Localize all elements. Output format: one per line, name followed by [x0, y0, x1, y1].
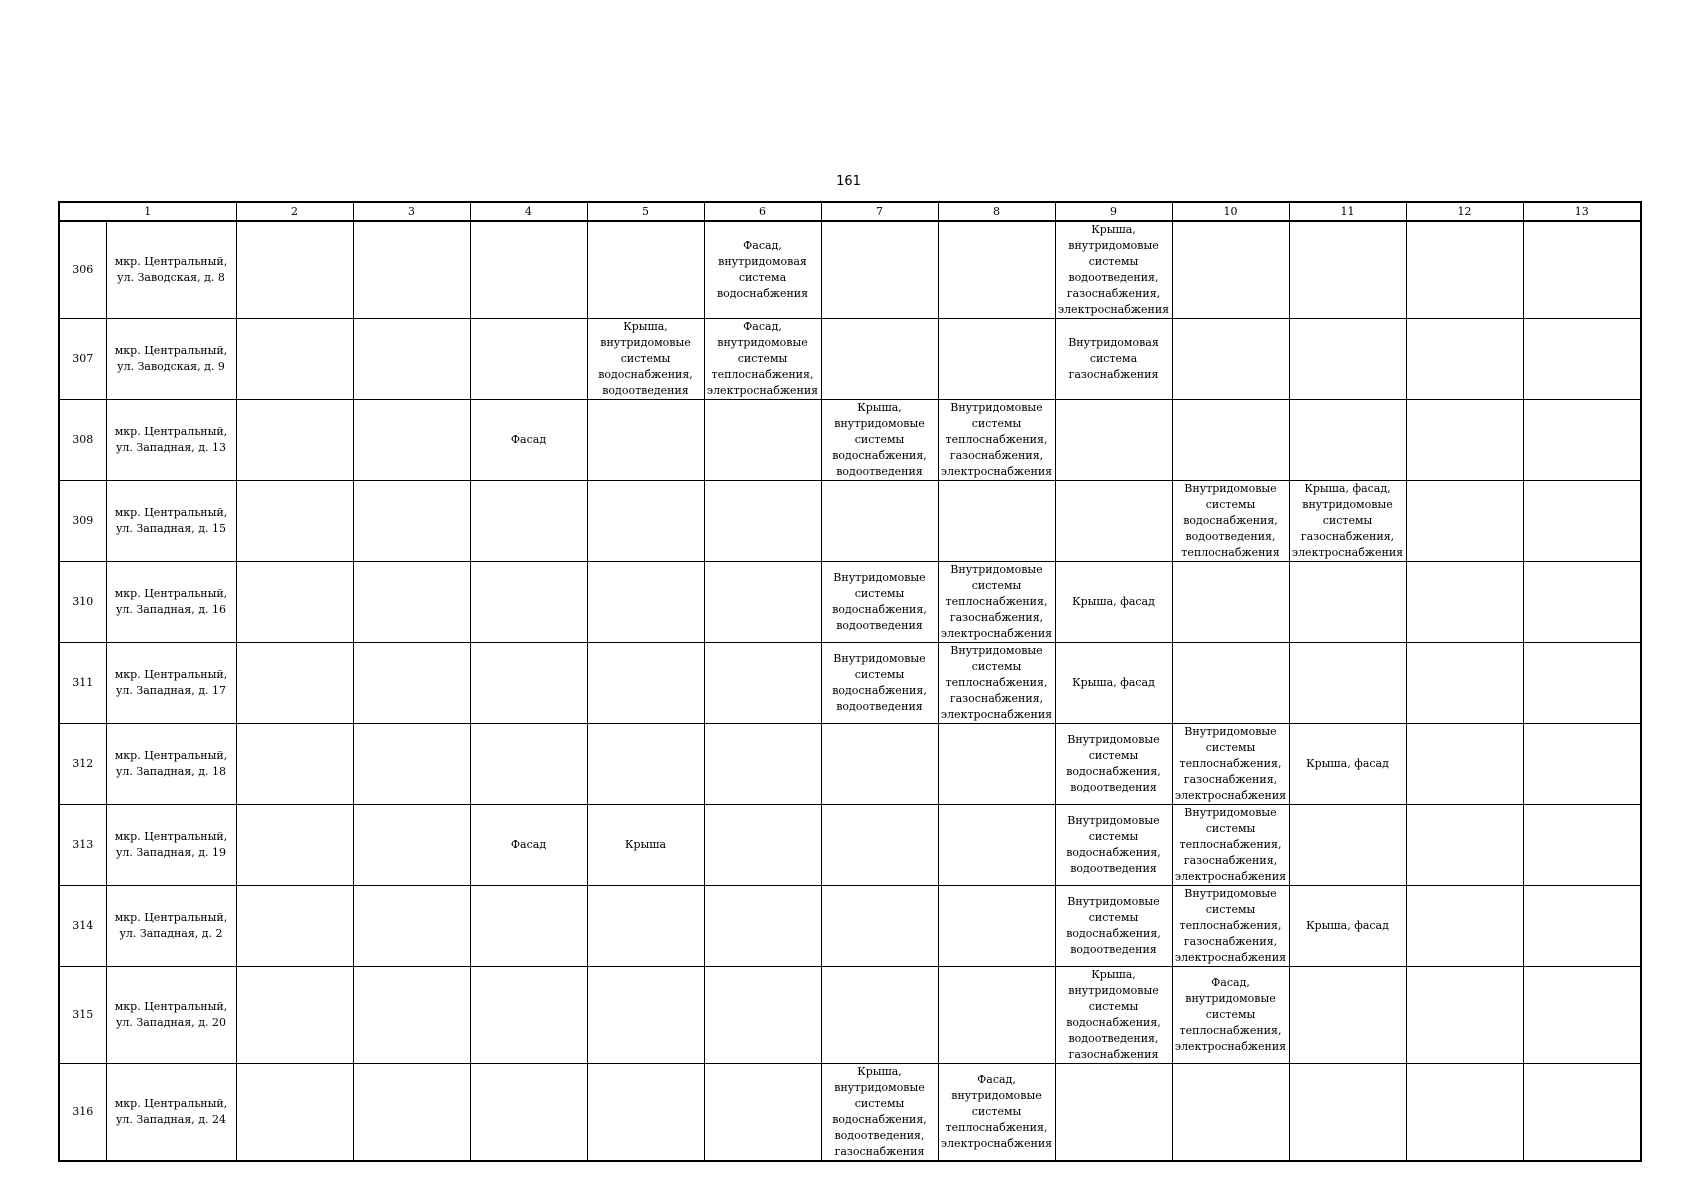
work-cell — [353, 481, 470, 562]
work-cell — [704, 643, 821, 724]
work-cell — [1406, 562, 1523, 643]
table-row — [59, 319, 1641, 400]
work-cell — [821, 805, 938, 886]
work-cell — [1172, 643, 1289, 724]
work-cell: Фасад, внутридомовые системы теплоснабжения, электроснабжения — [938, 1064, 1055, 1162]
row-number-cell: 310 — [59, 562, 106, 643]
work-cell — [1523, 1064, 1641, 1162]
work-cell — [1055, 400, 1172, 481]
address-cell: мкр. Центральный, ул. Западная, д. 2 — [106, 886, 236, 967]
work-cell — [938, 724, 1055, 805]
work-cell — [1289, 643, 1406, 724]
column-header: 6 — [704, 202, 821, 221]
work-cell — [236, 1064, 353, 1162]
work-cell: Внутридомовые системы водоснабжения, водоотведения — [1055, 805, 1172, 886]
work-cell — [1523, 643, 1641, 724]
work-cell — [1172, 221, 1289, 319]
work-cell: Внутридомовые системы водоснабжения, водоотведения — [1055, 724, 1172, 805]
work-cell — [1406, 1064, 1523, 1162]
work-cell — [1406, 643, 1523, 724]
work-cell — [1172, 400, 1289, 481]
work-cell — [587, 967, 704, 1064]
work-cell — [1523, 724, 1641, 805]
work-cell — [1289, 400, 1406, 481]
column-header: 7 — [821, 202, 938, 221]
row-number-cell: 309 — [59, 481, 106, 562]
work-cell — [1406, 967, 1523, 1064]
work-cell — [470, 886, 587, 967]
work-cell — [587, 886, 704, 967]
row-number-cell: 308 — [59, 400, 106, 481]
address-cell: мкр. Центральный, ул. Западная, д. 19 — [106, 805, 236, 886]
table-row — [59, 967, 1641, 1064]
work-cell — [704, 400, 821, 481]
row-number-cell: 313 — [59, 805, 106, 886]
table-row — [59, 886, 1641, 967]
work-cell — [1406, 805, 1523, 886]
work-cell — [1523, 805, 1641, 886]
address-cell: мкр. Центральный, ул. Западная, д. 17 — [106, 643, 236, 724]
work-cell — [353, 221, 470, 319]
work-cell — [1289, 805, 1406, 886]
work-cell — [704, 805, 821, 886]
row-number-cell: 315 — [59, 967, 106, 1064]
address-cell: мкр. Центральный, ул. Заводская, д. 8 — [106, 221, 236, 319]
work-cell — [470, 481, 587, 562]
work-cell — [1523, 562, 1641, 643]
work-cell: Фасад — [470, 805, 587, 886]
work-cell — [1523, 221, 1641, 319]
work-cell — [353, 400, 470, 481]
row-number-cell: 314 — [59, 886, 106, 967]
work-cell: Крыша, внутридомовые системы водоснабжения, водоотведения, газоснабжения — [1055, 967, 1172, 1064]
work-cell — [938, 886, 1055, 967]
work-cell: Внутридомовые системы водоснабжения, водоотведения, теплоснабжения — [1172, 481, 1289, 562]
work-cell — [704, 481, 821, 562]
work-cell: Крыша, фасад, внутридомовые системы газоснабжения, электроснабжения — [1289, 481, 1406, 562]
work-cell: Крыша, фасад — [1055, 562, 1172, 643]
address-cell: мкр. Центральный, ул. Западная, д. 20 — [106, 967, 236, 1064]
work-cell — [470, 562, 587, 643]
work-cell — [1406, 319, 1523, 400]
work-cell: Внутридомовые системы водоснабжения, водоотведения — [821, 643, 938, 724]
work-cell: Фасад, внутридомовые системы теплоснабжения, электроснабжения — [704, 319, 821, 400]
work-cell — [1172, 562, 1289, 643]
work-cell — [236, 481, 353, 562]
address-cell: мкр. Центральный, ул. Западная, д. 15 — [106, 481, 236, 562]
work-cell — [353, 319, 470, 400]
work-cell — [1289, 221, 1406, 319]
work-cell — [353, 643, 470, 724]
work-cell — [1523, 967, 1641, 1064]
work-cell — [1289, 562, 1406, 643]
work-cell — [1289, 967, 1406, 1064]
work-cell — [704, 886, 821, 967]
work-cell — [1523, 400, 1641, 481]
work-cell — [704, 562, 821, 643]
work-cell — [587, 1064, 704, 1162]
work-cell — [938, 319, 1055, 400]
work-cell: Крыша, внутридомовые системы водоснабжения, водоотведения, газоснабжения — [821, 1064, 938, 1162]
work-cell — [353, 1064, 470, 1162]
table-row — [59, 805, 1641, 886]
work-cell — [1172, 1064, 1289, 1162]
work-cell: Фасад, внутридомовая система водоснабжения — [704, 221, 821, 319]
table-row — [59, 724, 1641, 805]
address-cell: мкр. Центральный, ул. Западная, д. 24 — [106, 1064, 236, 1162]
table-row — [59, 562, 1641, 643]
work-cell — [704, 1064, 821, 1162]
column-header: 11 — [1289, 202, 1406, 221]
address-cell: мкр. Центральный, ул. Западная, д. 18 — [106, 724, 236, 805]
column-header: 13 — [1523, 202, 1641, 221]
work-cell — [587, 562, 704, 643]
work-cell: Внутридомовые системы водоснабжения, водоотведения — [1055, 886, 1172, 967]
work-cell — [587, 724, 704, 805]
repair-schedule-table — [58, 201, 1642, 1162]
work-cell — [821, 221, 938, 319]
work-cell: Крыша, фасад — [1289, 886, 1406, 967]
work-cell — [1289, 1064, 1406, 1162]
work-cell: Внутридомовые системы теплоснабжения, газоснабжения, электроснабжения — [938, 400, 1055, 481]
work-cell: Крыша, внутридомовые системы водоотведения, газоснабжения, электроснабжения — [1055, 221, 1172, 319]
row-number-cell: 306 — [59, 221, 106, 319]
table-row — [59, 643, 1641, 724]
column-header: 12 — [1406, 202, 1523, 221]
work-cell — [353, 967, 470, 1064]
table-body — [59, 221, 1641, 1161]
work-cell — [821, 319, 938, 400]
row-number-cell: 307 — [59, 319, 106, 400]
work-cell — [1406, 481, 1523, 562]
table-row — [59, 400, 1641, 481]
work-cell — [470, 967, 587, 1064]
work-cell — [704, 724, 821, 805]
column-header: 9 — [1055, 202, 1172, 221]
work-cell: Внутридомовая система газоснабжения — [1055, 319, 1172, 400]
row-number-cell: 311 — [59, 643, 106, 724]
column-header: 2 — [236, 202, 353, 221]
column-number-row — [59, 202, 1641, 221]
work-cell — [1172, 319, 1289, 400]
work-cell — [704, 967, 821, 1064]
work-cell — [470, 724, 587, 805]
work-cell — [1289, 319, 1406, 400]
work-cell — [470, 319, 587, 400]
work-cell — [587, 221, 704, 319]
work-cell — [236, 643, 353, 724]
work-cell — [1523, 886, 1641, 967]
row-number-cell: 312 — [59, 724, 106, 805]
work-cell — [236, 967, 353, 1064]
work-cell: Внутридомовые системы теплоснабжения, газоснабжения, электроснабжения — [938, 562, 1055, 643]
work-cell — [353, 886, 470, 967]
work-cell — [587, 400, 704, 481]
work-cell — [587, 643, 704, 724]
work-cell — [470, 643, 587, 724]
work-cell — [236, 319, 353, 400]
work-cell — [821, 481, 938, 562]
work-cell — [938, 805, 1055, 886]
work-cell — [353, 805, 470, 886]
work-cell — [236, 221, 353, 319]
address-cell: мкр. Центральный, ул. Западная, д. 16 — [106, 562, 236, 643]
work-cell — [1523, 319, 1641, 400]
column-header: 10 — [1172, 202, 1289, 221]
work-cell: Крыша, внутридомовые системы водоснабжения, водоотведения — [587, 319, 704, 400]
work-cell — [1406, 886, 1523, 967]
work-cell — [236, 805, 353, 886]
work-cell — [1055, 481, 1172, 562]
work-cell: Крыша, фасад — [1289, 724, 1406, 805]
work-cell — [938, 481, 1055, 562]
work-cell — [938, 221, 1055, 319]
work-cell — [236, 886, 353, 967]
work-cell — [1406, 221, 1523, 319]
work-cell — [821, 724, 938, 805]
work-cell: Внутридомовые системы теплоснабжения, газоснабжения, электроснабжения — [1172, 805, 1289, 886]
work-cell — [1523, 481, 1641, 562]
address-cell: мкр. Центральный, ул. Западная, д. 13 — [106, 400, 236, 481]
table-row — [59, 481, 1641, 562]
work-cell: Крыша — [587, 805, 704, 886]
work-cell: Фасад — [470, 400, 587, 481]
work-cell — [236, 562, 353, 643]
work-cell — [1406, 724, 1523, 805]
work-cell: Внутридомовые системы теплоснабжения, газоснабжения, электроснабжения — [938, 643, 1055, 724]
page-number: 161 — [836, 174, 861, 189]
work-cell — [1055, 1064, 1172, 1162]
column-header: 8 — [938, 202, 1055, 221]
work-cell: Внутридомовые системы теплоснабжения, газоснабжения, электроснабжения — [1172, 724, 1289, 805]
work-cell: Крыша, фасад — [1055, 643, 1172, 724]
work-cell — [821, 967, 938, 1064]
work-cell — [236, 400, 353, 481]
table-row — [59, 221, 1641, 319]
work-cell — [938, 967, 1055, 1064]
column-header: 1 — [59, 202, 236, 221]
work-cell — [236, 724, 353, 805]
column-header: 3 — [353, 202, 470, 221]
work-cell — [1406, 400, 1523, 481]
address-cell: мкр. Центральный, ул. Заводская, д. 9 — [106, 319, 236, 400]
work-cell: Внутридомовые системы теплоснабжения, газоснабжения, электроснабжения — [1172, 886, 1289, 967]
column-header: 4 — [470, 202, 587, 221]
work-cell — [587, 481, 704, 562]
work-cell — [353, 562, 470, 643]
work-cell — [353, 724, 470, 805]
work-cell: Крыша, внутридомовые системы водоснабжения, водоотведения — [821, 400, 938, 481]
work-cell: Фасад, внутридомовые системы теплоснабжения, электроснабжения — [1172, 967, 1289, 1064]
column-header: 5 — [587, 202, 704, 221]
work-cell — [470, 221, 587, 319]
row-number-cell: 316 — [59, 1064, 106, 1162]
work-cell — [821, 886, 938, 967]
work-cell — [470, 1064, 587, 1162]
table-row — [59, 1064, 1641, 1162]
work-cell: Внутридомовые системы водоснабжения, водоотведения — [821, 562, 938, 643]
